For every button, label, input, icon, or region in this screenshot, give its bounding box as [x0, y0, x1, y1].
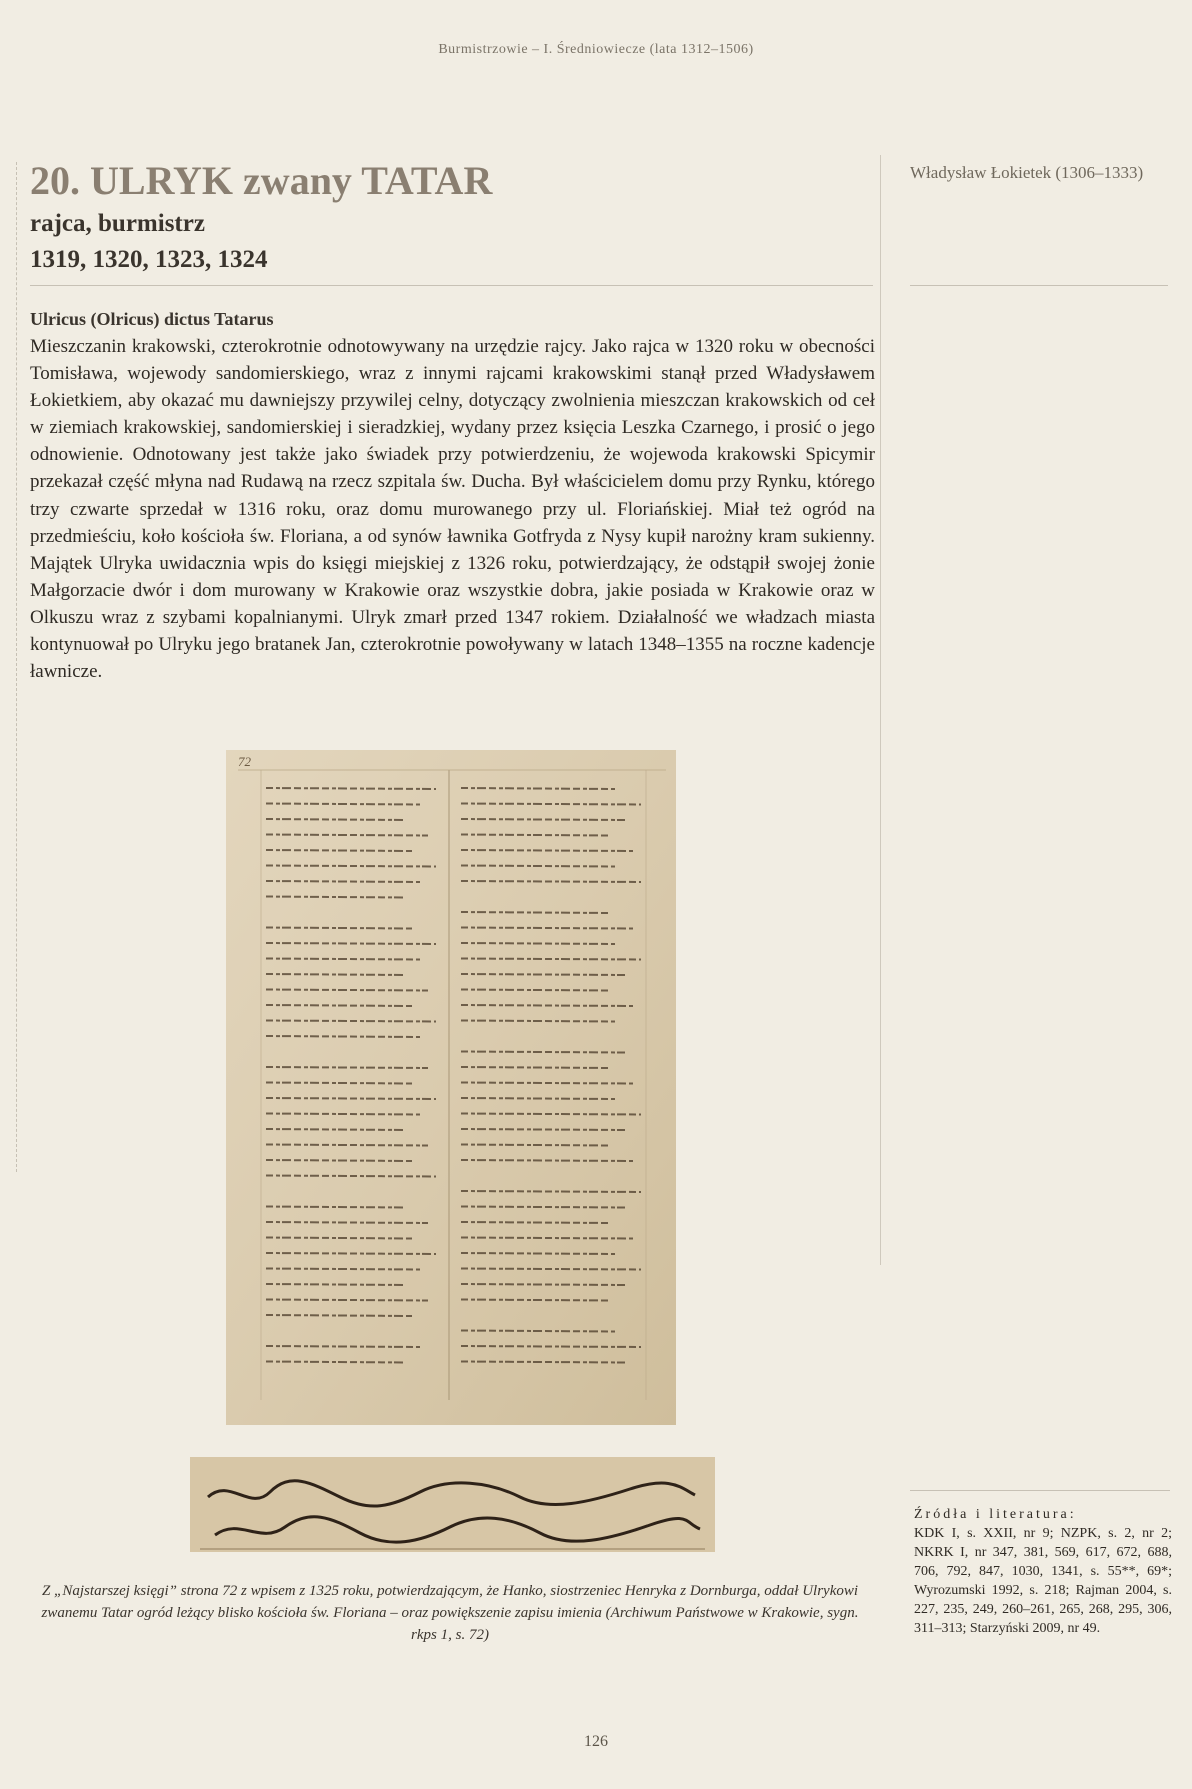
handwriting-line: [266, 1160, 412, 1161]
handwriting-line: [461, 835, 609, 836]
handwriting-line: [266, 1269, 420, 1270]
running-head: Burmistrzowie – I. Średniowiecze (lata 1312–1506): [438, 42, 754, 57]
heading-rule: [30, 285, 873, 286]
handwriting-line: [266, 804, 420, 805]
entry-subtitle: rajca, burmistrz: [30, 210, 205, 237]
handwriting-line: [266, 928, 412, 929]
handwriting-line: [266, 850, 412, 851]
folio-number: 72: [238, 754, 251, 769]
handwriting-line: [266, 1005, 412, 1006]
figure-caption: Z „Najstarszej księgi” strona 72 z wpisem z 1325 roku, potwierdzającym, że Hanko, siostrzeniec Henryka z Dornburga, oddał Ulrykowi zwanemu Tatar ogród leżący blisko kościoła św. Floriana – oraz powiększenie zapisu imienia (Archiwum Państwowe w Krakowie, sygn. rkps 1, s. 72): [41, 1583, 859, 1643]
handwriting-line: [266, 1129, 404, 1130]
manuscript-detail-image: [190, 1457, 715, 1552]
handwriting-line: [461, 1222, 609, 1223]
entry-title: 20. ULRYK zwany TATAR: [30, 158, 493, 203]
handwriting-line: [266, 1207, 404, 1208]
sources-rule: [910, 1490, 1170, 1491]
handwriting-line: [461, 990, 609, 991]
handwriting-line: [461, 1331, 617, 1332]
handwriting-line: [266, 897, 404, 898]
latin-name: Ulricus (Olricus) dictus Tatarus: [30, 309, 274, 329]
handwriting-line: [266, 1346, 420, 1347]
handwriting-line: [461, 1067, 609, 1068]
handwriting-line: [461, 1253, 617, 1254]
handwriting-line: [461, 943, 617, 944]
handwriting-line: [461, 1145, 609, 1146]
sources-text: KDK I, s. XXII, nr 9; NZPK, s. 2, nr 2; NKRK I, nr 347, 381, 569, 617, 672, 688, 706, 792, 847, 1030, 1341, s. 55**, 69*; Wyrozumski 1992, s. 218; Rajman 2004, s. 227, 235, 249, 260–261, 265, 268, 295, 306, 311–313; Starzyński 2009, nr 49.: [914, 1526, 1172, 1636]
handwriting-line: [266, 974, 404, 975]
handwriting-line: [266, 1114, 420, 1115]
handwriting-line: [461, 866, 617, 867]
handwriting-line: [461, 788, 617, 789]
handwriting-line: [461, 912, 609, 913]
handwriting-line: [266, 819, 404, 820]
entry-years: 1319, 1320, 1323, 1324: [30, 246, 268, 273]
margin-mark: [16, 162, 17, 1172]
column-divider: [880, 155, 881, 1265]
manuscript-page-image: [226, 750, 676, 1425]
entry-heading: [30, 158, 870, 274]
handwriting-line: [266, 1036, 420, 1037]
handwriting-line: [266, 1315, 412, 1316]
sources-heading: Źródła i literatura:: [914, 1507, 1077, 1522]
biography-text: Mieszczanin krakowski, czterokrotnie odnotowywany na urzędzie rajcy. Jako rajca w 1320 roku w obecności Tomisława, wojewody sandomierskiego, wraz z innymi rajcami krakowskimi stanął przed Władysławem Łokietkiem, aby okazać mu dawniejszy przywilej celny, dotyczący zwolnienia mieszczan krakowskich od ceł w ziemiach krakowskiej, sandomierskiej i sieradzkiej, wydany przez księcia Leszka Czarnego, i prosić o jego odnowienie. Odnotowany jest także jako świadek przy potwierdzeniu, że wojewoda krakowski Spicymir przekazał część młyna nad Rudawą na rzecz szpitala św. Ducha. Był właścicielem domu przy Rynku, którego trzy czwarte sprzedał w 1316 roku, oraz domu murowanego przy ul. Floriańskiej. Miał też ogród na przedmieściu, koło kościoła św. Floriana, a od synów ławnika Gotfryda z Nysy kupił narożny kram sukienny. Majątek Ulryka uwidacznia wpis do księgi miejskiej z 1326 roku, potwierdzający, że odstąpił swojej żonie Małgorzacie dwór i dom murowany w Krakowie oraz wszystkie dobra, jakie posiada w Krakowie oraz w Olkuszu wraz z szybami kopalnianymi. Ulryk zmarł przed 1347 rokiem. Działalność we władzach miasta kontynuował po Ulryku jego bratanek Jan, czterokrotnie powoływany w latach 1348–1355 na roczne kadencje ławnicze.: [30, 336, 875, 683]
handwriting-line: [266, 1362, 404, 1363]
page-number: 126: [584, 1733, 608, 1750]
sidebar-rule: [910, 285, 1168, 286]
handwriting-line: [266, 959, 420, 960]
handwriting-line: [266, 1284, 404, 1285]
sources-block: [914, 1505, 1172, 1638]
handwriting-line: [461, 1021, 617, 1022]
handwriting-line: [461, 1300, 609, 1301]
handwriting-line: [266, 881, 420, 882]
handwriting-line: [461, 1098, 617, 1099]
handwriting-line: [266, 1238, 412, 1239]
ruler-label: Władysław Łokietek (1306–1333): [910, 163, 1144, 182]
handwriting-line: [266, 1083, 412, 1084]
